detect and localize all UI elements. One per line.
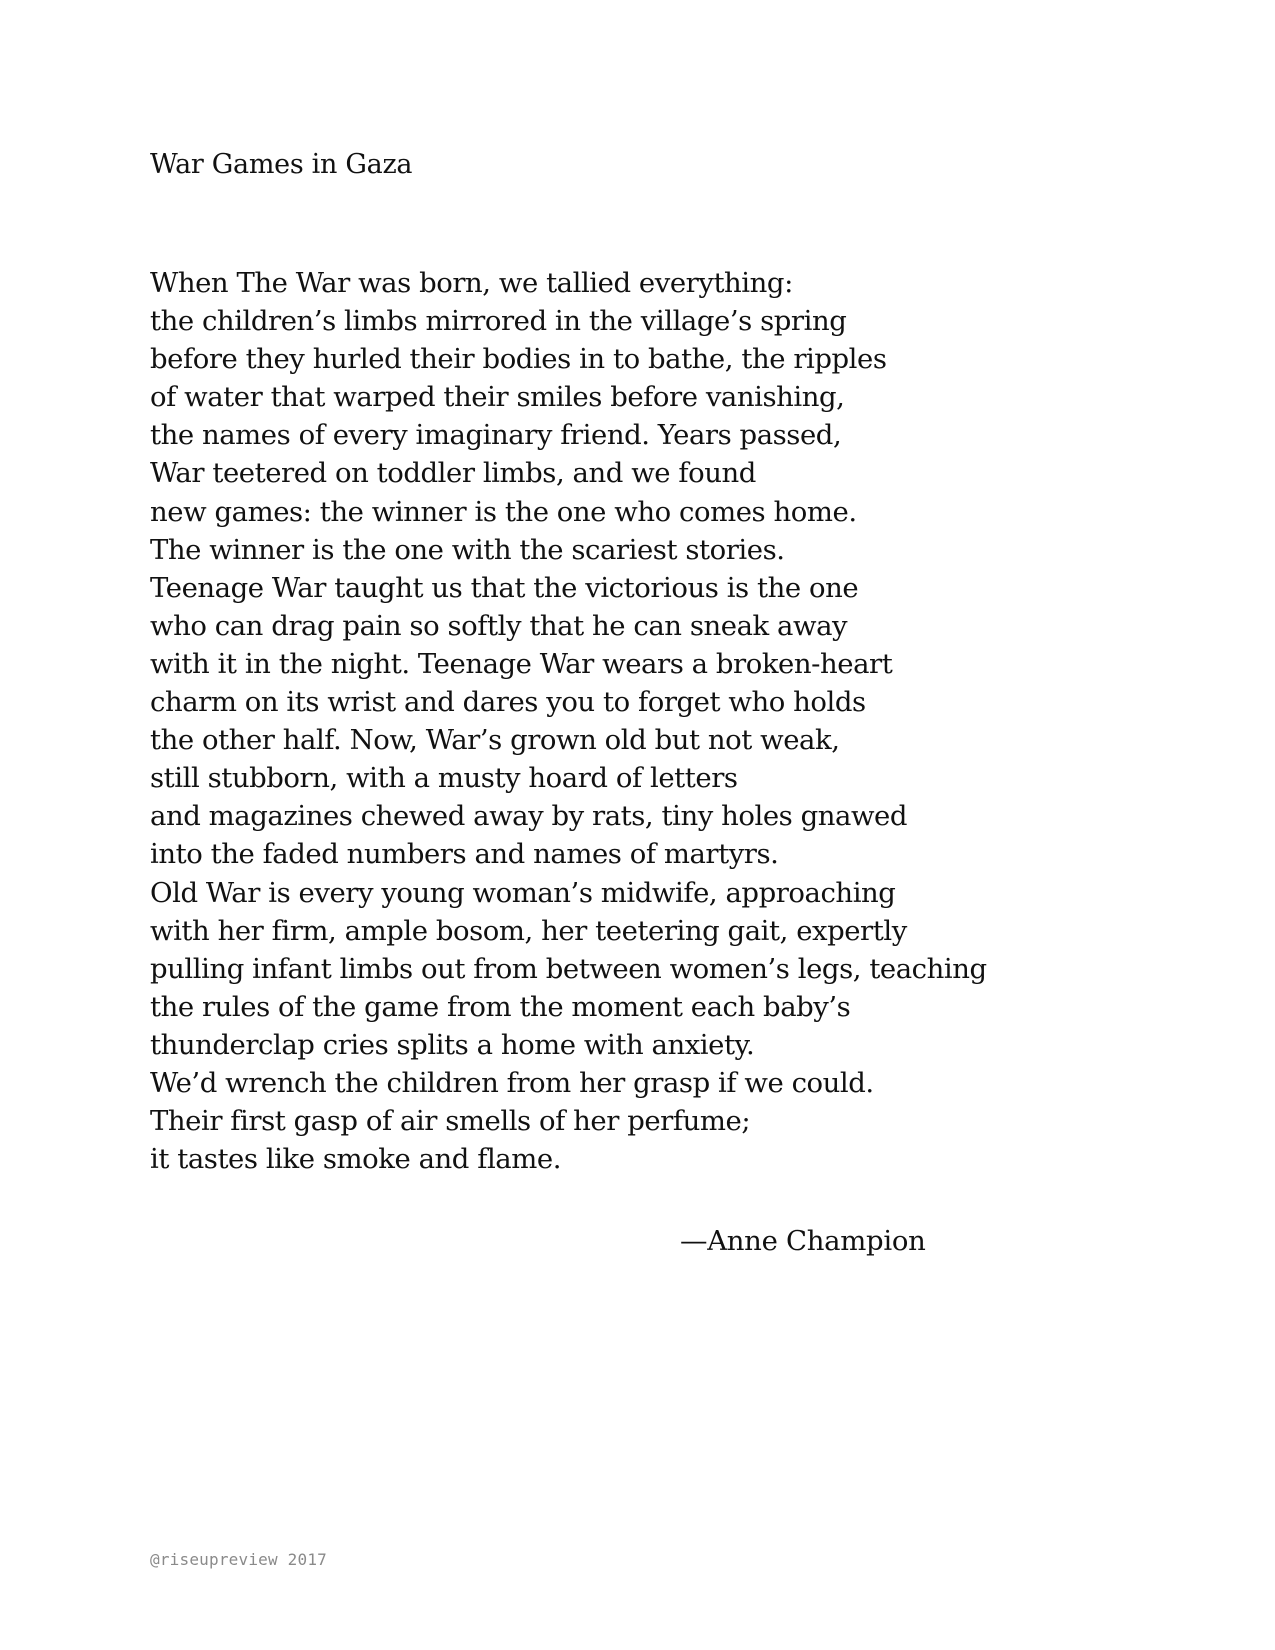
footer-credit: @riseupreview 2017 bbox=[150, 1550, 327, 1569]
poem-line: into the faded numbers and names of martyrs. bbox=[150, 838, 779, 871]
poem-line: new games: the winner is the one who comes home. bbox=[150, 495, 857, 528]
poem-line: before they hurled their bodies in to bathe, the ripples bbox=[150, 343, 887, 376]
poem-line: the children’s limbs mirrored in the village’s spring bbox=[150, 305, 847, 338]
poem-line: the rules of the game from the moment each baby’s bbox=[150, 990, 851, 1023]
poem-author: —Anne Champion bbox=[680, 1225, 926, 1257]
poem-line: Teenage War taught us that the victorious is the one bbox=[150, 571, 859, 604]
poem-line: still stubborn, with a musty hoard of letters bbox=[150, 762, 738, 795]
poem-line: pulling infant limbs out from between women’s legs, teaching bbox=[150, 952, 987, 985]
poem-line: War teetered on toddler limbs, and we found bbox=[150, 457, 756, 490]
poem-body bbox=[150, 264, 987, 1178]
poem-line: thunderclap cries splits a home with anxiety. bbox=[150, 1028, 755, 1061]
poem-line: When The War was born, we tallied everything: bbox=[150, 267, 793, 299]
poem-line: of water that warped their smiles before vanishing, bbox=[150, 381, 845, 414]
poem-line: with it in the night. Teenage War wears a broken-heart bbox=[150, 647, 893, 680]
poem-line: Their first gasp of air smells of her perfume; bbox=[150, 1105, 751, 1138]
poem-line: the names of every imaginary friend. Years passed, bbox=[150, 419, 842, 452]
poem-line: with her firm, ample bosom, her teetering gait, expertly bbox=[150, 914, 907, 947]
poem-line: it tastes like smoke and flame. bbox=[150, 1143, 561, 1176]
poem-line: the other half. Now, War’s grown old but not weak, bbox=[150, 724, 840, 757]
poem-line: Old War is every young woman’s midwife, approaching bbox=[150, 876, 896, 909]
poem-line: who can drag pain so softly that he can sneak away bbox=[150, 609, 848, 642]
poem-line: We’d wrench the children from her grasp if we could. bbox=[150, 1066, 874, 1099]
poem-line: and magazines chewed away by rats, tiny holes gnawed bbox=[150, 800, 908, 833]
poem-line: charm on its wrist and dares you to forget who holds bbox=[150, 686, 866, 719]
poem-title: War Games in Gaza bbox=[150, 149, 413, 180]
poem-line: The winner is the one with the scariest stories. bbox=[150, 533, 785, 566]
